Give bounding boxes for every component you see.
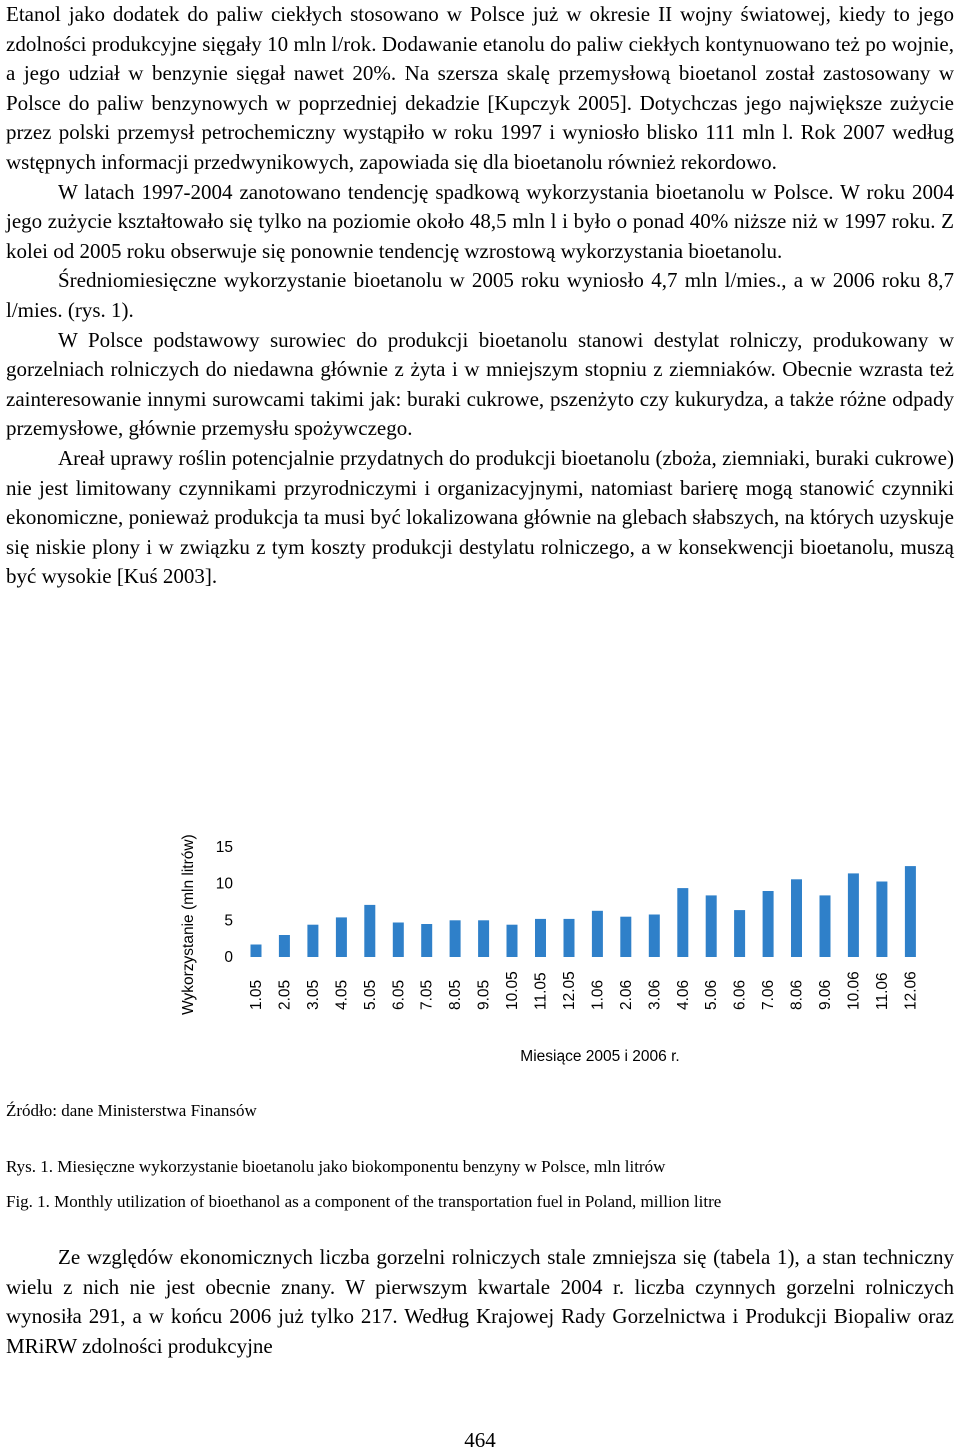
x-tick-label: 3.05 <box>304 979 322 1010</box>
bar <box>905 866 916 957</box>
x-tick-label: 2.06 <box>617 979 635 1010</box>
bar <box>876 882 887 958</box>
x-tick-label: 5.06 <box>703 979 721 1010</box>
page-number: 464 <box>464 1428 496 1452</box>
y-tick-label: 15 <box>215 839 233 856</box>
paragraph: Ze względów ekonomicznych liczba gorzelni rolniczych stale zmniejsza się (tabela 1), a stan techniczny wielu z nich nie jest obecnie znany. W pierwszym kwartale 2004 r. liczba czynnych gorzelni rolniczych wynosiła 291, a w końcu 2006 już tylko 217. Według Krajowej Rady Gorzelnictwa i Produkcji Biopaliw oraz MRiRW zdolności produkcyjne <box>6 1245 954 1358</box>
x-tick-label: 12.06 <box>902 971 920 1010</box>
bar <box>364 905 375 957</box>
x-tick-label: 10.06 <box>845 971 863 1010</box>
x-tick-label: 11.06 <box>873 972 891 1010</box>
x-tick-label: 2.05 <box>276 979 294 1010</box>
x-axis-label: Miesiące 2005 i 2006 r. <box>520 1048 680 1065</box>
x-tick-label: 8.05 <box>447 979 465 1010</box>
bar <box>478 920 489 957</box>
x-tick-label: 4.06 <box>674 979 692 1010</box>
bar <box>677 888 688 957</box>
bar <box>307 925 318 957</box>
body-text <box>6 0 954 592</box>
x-tick-label: 1.06 <box>589 979 607 1010</box>
bar <box>336 917 347 957</box>
x-tick-label: 9.06 <box>817 979 834 1010</box>
bar <box>848 873 859 957</box>
bar <box>763 891 774 957</box>
bar <box>649 915 660 958</box>
bar <box>251 945 262 958</box>
x-tick-label: 3.06 <box>646 979 664 1010</box>
x-tick-label: 6.06 <box>731 979 749 1010</box>
x-tick-label: 4.05 <box>333 979 351 1010</box>
paragraph: Średniomiesięczne wykorzystanie bioetanolu w 2005 roku wyniosło 4,7 mln l/mies., a w 2006 roku 8,7 l/mies. (rys. 1). <box>6 268 954 322</box>
x-tick-label: 7.06 <box>760 979 778 1010</box>
paragraph: W latach 1997-2004 zanotowano tendencję spadkową wykorzystania bioetanolu w Polsce. W roku 2004 jego zużycie kształtowało się tylko na poziomie około 48,5 mln l i było o ponad 40% niższe niż w 1997 roku. Z kolei od 2005 roku obserwuje się ponownie tendencję wzrostową wykorzystania bioetanolu. <box>6 179 954 263</box>
bar <box>535 919 546 957</box>
figure-caption-en: Fig. 1. Monthly utilization of bioethanol as a component of the transportation fuel in Poland, million litre <box>6 1192 722 1211</box>
x-tick-label: 6.05 <box>390 979 408 1010</box>
x-tick-label: 1.05 <box>248 979 265 1010</box>
x-axis-ticks <box>248 971 919 1010</box>
paragraph: Etanol jako dodatek do paliw ciekłych stosowano w Polsce już w okresie II wojny światowej, kiedy to jego zdolności produkcyjne sięgały 10 mln l/rok. Dodawanie etanolu do paliw ciekłych kontynuowano też po wojnie, a jego udział w benzynie sięgał nawet 20%. Na szersza skalę przemysłową bioetanol został zastosowany w Polsce do paliw benzynowych w poprzedniej dekadzie [Kupczyk 2005]. Dotychczas jego największe zużycie przez polski przemysł petrochemiczny wystąpiło w roku 1997 i wyniosło blisko 111 mln l. Rok 2007 według wstępnych informacji przedwynikowych, zapowiada się dla bioetanolu również rekordowo. <box>6 2 954 174</box>
bar <box>393 923 404 958</box>
bar <box>564 919 575 957</box>
chart-source: Źródło: dane Ministerstwa Finansów <box>6 1101 257 1120</box>
x-tick-label: 8.06 <box>788 979 806 1010</box>
bar <box>791 879 802 957</box>
bars <box>251 866 916 957</box>
x-tick-label: 10.05 <box>504 971 521 1010</box>
body-text-continued <box>6 1243 954 1361</box>
x-tick-label: 5.05 <box>361 979 379 1010</box>
bar <box>820 895 831 957</box>
y-axis-ticks <box>216 839 234 966</box>
bar <box>450 920 461 957</box>
y-tick-label: 5 <box>224 912 233 930</box>
bar <box>592 911 603 957</box>
x-tick-label: 7.05 <box>418 979 436 1010</box>
x-tick-label: 9.05 <box>475 979 493 1010</box>
x-tick-label: 12.05 <box>561 971 578 1010</box>
bar <box>507 925 518 957</box>
y-tick-label: 0 <box>224 949 233 966</box>
figure-caption-pl: Rys. 1. Miesięczne wykorzystanie bioetanolu jako biokomponentu benzyny w Polsce, mln litrów <box>6 1157 666 1176</box>
paragraph: W Polsce podstawowy surowiec do produkcji bioetanolu stanowi destylat rolniczy, produkowany w gorzelniach rolniczych do niedawna głównie z żyta i w mniejszym stopniu z ziemniaków. Obecnie wzrasta też zainteresowanie innymi surowcami takimi jak: buraki cukrowe, pszenżyto czy kukurydza, a także różne odpady przemysłowe, głównie przemysłu spożywczego. <box>6 327 954 441</box>
bar <box>706 895 717 957</box>
bar <box>734 910 745 957</box>
paragraph: Areał uprawy roślin potencjalnie przydatnych do produkcji bioetanolu (zboża, ziemniaki, buraki cukrowe) nie jest limitowany czynnikami przyrodniczymi i organizacyjnymi, natomiast barierę mogą stanowić czynniki ekonomiczne, ponieważ produkcja ta musi być lokalizowana głównie na glebach słabszych, na których uzyskuje się niskie plony i w związku z tym koszty produkcji destylatu rolniczego, a w konsekwencji bioetanolu, muszą być wysokie [Kuś 2003]. <box>6 445 954 589</box>
bar <box>421 924 432 957</box>
bar <box>620 917 631 957</box>
x-tick-label: 11.05 <box>532 972 550 1010</box>
bar-chart <box>0 820 960 1070</box>
y-axis-label: Wykorzystanie (mln litrów) <box>180 834 197 1015</box>
y-tick-label: 10 <box>215 875 233 893</box>
bar <box>279 935 290 957</box>
